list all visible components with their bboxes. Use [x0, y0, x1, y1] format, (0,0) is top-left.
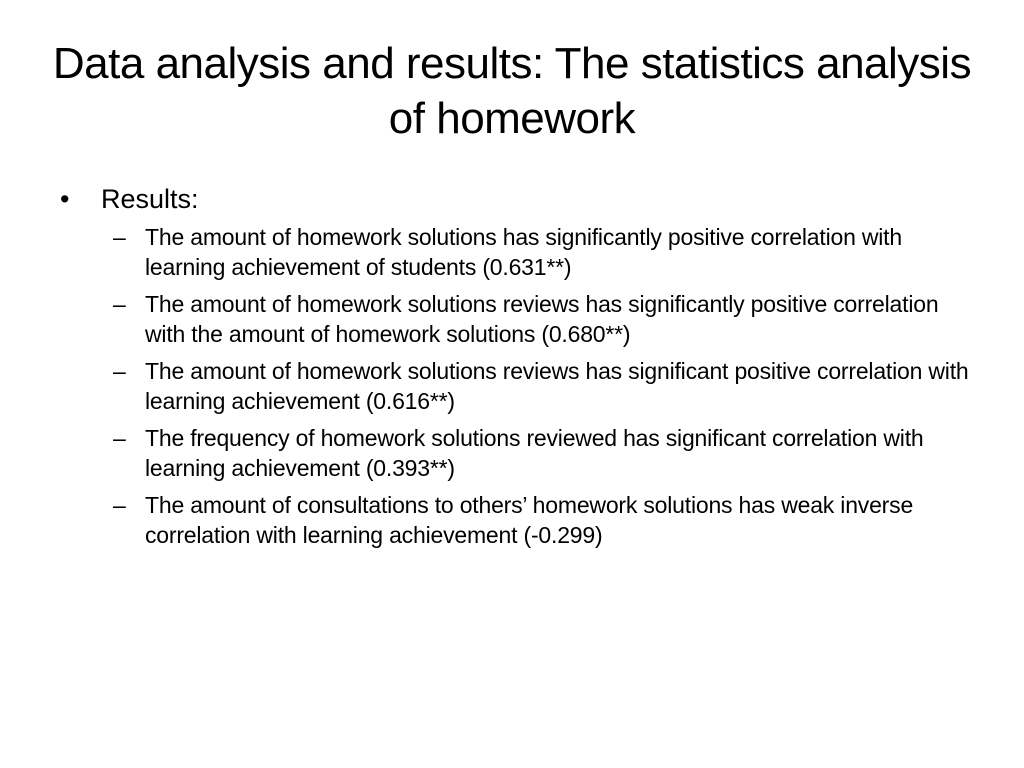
- list-item: [60, 222, 970, 282]
- dash-icon: –: [113, 291, 126, 317]
- list-item-text: The frequency of homework solutions reviewed has significant correlation with learning achievement (0.393**): [145, 425, 924, 481]
- bullet-icon: •: [60, 184, 70, 214]
- dash-icon: –: [113, 224, 126, 250]
- list-item-text: The amount of homework solutions has significantly positive correlation with learning achievement of students (0.631**): [145, 224, 902, 280]
- results-list: [60, 222, 970, 550]
- list-item: [60, 356, 970, 416]
- list-item-text: The amount of homework solutions reviews has significant positive correlation with learning achievement (0.616**): [145, 358, 969, 414]
- bullet-results: [60, 182, 970, 216]
- list-item: [60, 423, 970, 483]
- bullet-label: Results:: [101, 184, 199, 214]
- list-item: [60, 490, 970, 550]
- slide-body: [60, 182, 970, 557]
- list-item-text: The amount of consultations to others’ homework solutions has weak inverse correlation with learning achievement (-0.299): [145, 492, 914, 548]
- dash-icon: –: [113, 425, 126, 451]
- list-item-text: The amount of homework solutions reviews has significantly positive correlation with the amount of homework solutions (0.680**): [145, 291, 939, 347]
- dash-icon: –: [113, 358, 126, 384]
- slide-title: Data analysis and results: The statistics analysis of homework: [52, 39, 972, 143]
- list-item: [60, 289, 970, 349]
- dash-icon: –: [113, 492, 126, 518]
